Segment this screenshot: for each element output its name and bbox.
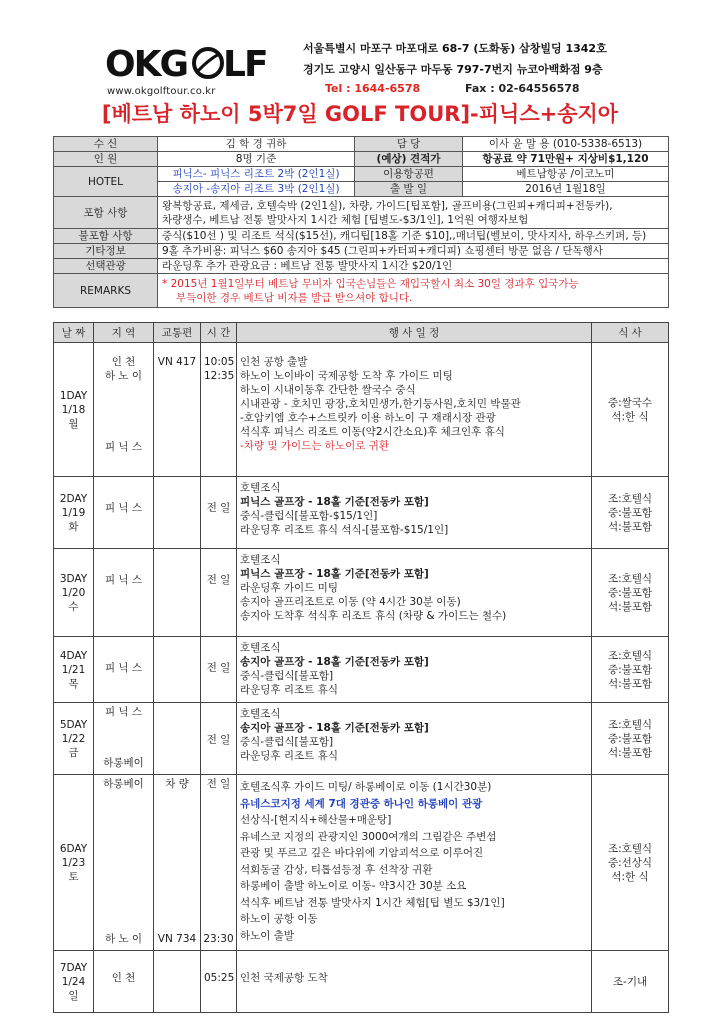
activity-line: 호텔조식후 가이드 미팅/ 하롱베이로 이동 (1시간30분)	[240, 781, 492, 793]
quote-info-table	[53, 136, 669, 308]
meal-value: 석:한 식	[611, 870, 649, 883]
meal-value: 조:호텔식	[607, 492, 653, 505]
meal-value: 조-기내	[612, 975, 648, 988]
meal-value: 중:불포함	[607, 663, 653, 676]
day-date-line: 화	[68, 520, 79, 533]
day-time-cell	[201, 951, 237, 1013]
day-transport-cell	[154, 549, 201, 637]
meal-value: 석:불포함	[607, 746, 653, 759]
time-values	[204, 343, 233, 383]
region-name: 피 닉 스	[104, 662, 143, 674]
time-values	[204, 637, 233, 675]
region-top	[97, 951, 150, 985]
time-value: 전 일	[206, 734, 231, 746]
day-transport-cell	[154, 343, 201, 477]
col-date: 날 짜	[54, 323, 94, 343]
day-date-line: 1/23	[61, 856, 86, 869]
region-bottom	[94, 756, 153, 770]
time-value: 12:35	[204, 370, 235, 382]
activity-line: 라운딩후 리조트 휴식	[240, 750, 338, 762]
activity-list	[240, 775, 588, 944]
activity-list	[240, 549, 588, 623]
activity-line: 송지아 골프리조트로 이동 (약 4시간 30분 이동)	[240, 596, 461, 608]
col-activities: 행 사 일 정	[237, 323, 592, 343]
day-date-line: 월	[68, 417, 79, 430]
activity-list	[240, 703, 588, 763]
day-meals-cell	[592, 775, 669, 951]
departure-value: 2016년 1월18일	[463, 182, 669, 197]
transport-value	[157, 951, 197, 953]
activity-line: 인천 공항 출발	[240, 356, 308, 368]
activity-line: 시내관광 - 호치민 광장,호치민생가,한기둥사원,호치민 박물관	[240, 398, 521, 410]
website-url[interactable]: www.okgolftour.co.kr	[107, 86, 216, 97]
region-top	[97, 637, 150, 675]
meal-value: 석:불포함	[607, 600, 653, 613]
region-name: 하 노 이	[104, 370, 143, 382]
address-goyang: 경기도 고양시 일산동구 마두동 797-7번지 뉴코아백화점 9층	[303, 63, 603, 76]
activity-line: -호암키엠 호수+스트릿카 이용 하노이 구 재래시장 관광	[240, 412, 496, 424]
activity-line: 중식-클럽식[불포함]	[240, 736, 334, 748]
activity-line: 라운딩후 리조트 휴식	[240, 684, 338, 696]
transport-value	[157, 703, 197, 705]
transport-bottom: VN 734	[157, 933, 197, 945]
time-value: 전 일	[206, 778, 231, 790]
day-transport-cell	[154, 775, 201, 951]
day-meals-cell	[592, 477, 669, 549]
day-region-cell	[94, 637, 154, 703]
activity-line: 송지아 도착후 석식후 리조트 휴식 (차량 & 가이드는 철수)	[240, 610, 507, 622]
region-top	[97, 775, 150, 791]
day-activities-cell	[237, 951, 592, 1013]
people-value: 8명 기준	[158, 152, 355, 167]
meal-value: 석:불포함	[607, 677, 653, 690]
day-date-line: 1DAY	[59, 389, 88, 402]
itinerary-table	[53, 322, 669, 1013]
manager-label: 담 당	[355, 137, 463, 152]
meal-value: 석:불포함	[607, 520, 653, 533]
day-date-line: 금	[68, 746, 79, 759]
transport-value: 차 량	[165, 778, 189, 790]
day-date-cell	[54, 549, 94, 637]
activity-line: 하노이 시내이동후 간단한 쌀국수 중식	[240, 384, 416, 396]
day-meals-cell	[592, 951, 669, 1013]
day-region-cell	[94, 951, 154, 1013]
meal-value: 중:불포함	[607, 506, 653, 519]
activity-line: 인천 국제공항 도착	[240, 972, 328, 984]
manager-value: 이사 윤 말 용 (010-5338-6513)	[463, 137, 669, 152]
day-date-line: 목	[68, 677, 79, 690]
itinerary-row-day-4	[54, 637, 669, 703]
other-label: 기타정보	[54, 244, 158, 259]
day-date-cell	[54, 951, 94, 1013]
day-region-cell	[94, 477, 154, 549]
time-value: 전 일	[206, 574, 231, 586]
time-value: 05:25	[204, 972, 235, 984]
time-values	[204, 549, 233, 587]
day-meals-cell	[592, 637, 669, 703]
activity-line: 호텔조식	[240, 554, 281, 566]
region-bottom	[94, 440, 153, 454]
region-bottom	[94, 932, 153, 946]
activity-line: 선상식-[현지식+해산물+매운탕]	[240, 814, 392, 826]
transport-value	[157, 549, 197, 551]
day-time-cell	[201, 477, 237, 549]
meal-value: 석:한 식	[611, 410, 649, 423]
airline-value: 베트남항공 /이코노미	[463, 167, 669, 182]
meal-value: 조:호텔식	[607, 649, 653, 662]
itinerary-body	[54, 343, 669, 1013]
company-header	[105, 34, 660, 98]
day-activities-cell	[237, 549, 592, 637]
recipient-value: 김 학 경 귀하	[158, 137, 355, 152]
day-date-cell	[54, 637, 94, 703]
transport-value	[157, 637, 197, 639]
time-values	[204, 775, 233, 791]
activity-line: 피닉스 골프장 - 18홀 기준[전동카 포함]	[240, 496, 429, 508]
activity-list	[240, 477, 588, 537]
activity-line: 호텔조식	[240, 642, 281, 654]
remarks-line-1: * 2015년 1월1일부터 베트남 무비자 입국손님들은 재입국할시 최소 30일 경과후 입국가능	[162, 277, 579, 290]
day-activities-cell	[237, 477, 592, 549]
activity-line: 피닉스 골프장 - 18홀 기준[전동카 포함]	[240, 568, 429, 580]
day-date-line: 1/21	[61, 663, 86, 676]
itinerary-row-day-7	[54, 951, 669, 1013]
day-region-cell	[94, 775, 154, 951]
address-seoul: 서울특별시 마포구 마포대로 68-7 (도화동) 삼창빌딩 1342호	[303, 42, 607, 55]
activity-line: -차량 및 가이드는 하노이로 귀환	[240, 440, 389, 452]
day-meals-cell	[592, 549, 669, 637]
activity-line: 유네스코 지정의 관광지인 3000여개의 그림같은 주변섬	[240, 830, 497, 843]
day-time-cell	[201, 637, 237, 703]
day-region-cell	[94, 549, 154, 637]
day-transport-cell	[154, 703, 201, 775]
day-transport-cell	[154, 637, 201, 703]
activity-list	[240, 343, 588, 453]
airline-label: 이용항공편	[355, 167, 463, 182]
region-name: 피 닉 스	[104, 574, 143, 586]
itinerary-row-day-5	[54, 703, 669, 775]
hotel-songgia: 송지아 -송지아 리조트 3박 (2인1실)	[158, 182, 355, 197]
itinerary-row-day-3	[54, 549, 669, 637]
activity-line: 라운딩후 리조트 휴식 석식-[불포함-$15/1인]	[240, 524, 449, 536]
time-values	[204, 951, 233, 985]
activity-line: 석식후 피닉스 리조트 이동(약2시간소요)후 체크인후 휴식	[240, 426, 505, 438]
region-name: 하롱베이	[103, 757, 144, 769]
region-name: 피 닉 스	[104, 706, 143, 718]
day-date-line: 토	[68, 870, 79, 883]
col-time: 시 간	[201, 323, 237, 343]
day-activities-cell	[237, 775, 592, 951]
included-value	[158, 197, 669, 229]
day-date-cell	[54, 343, 94, 477]
activity-list	[240, 637, 588, 697]
excluded-label: 불포함 사항	[54, 229, 158, 244]
day-date-line: 일	[68, 989, 79, 1002]
day-activities-cell	[237, 343, 592, 477]
day-time-cell	[201, 703, 237, 775]
region-name: 피 닉 스	[104, 441, 143, 453]
day-time-cell	[201, 775, 237, 951]
svg-text:OKG: OKG	[105, 44, 188, 84]
region-name: 하롱베이	[103, 778, 144, 790]
transport-value: VN 417	[157, 356, 197, 368]
day-meals-cell	[592, 343, 669, 477]
activity-line: 유네스코지정 세계 7대 경관중 하나인 하롱베이 관광	[240, 797, 483, 810]
day-date-line: 1/20	[61, 586, 86, 599]
hotel-phoenix: 피닉스- 피닉스 리조트 2박 (2인1실)	[158, 167, 355, 182]
day-time-cell	[201, 343, 237, 477]
day-date-line: 2DAY	[59, 492, 88, 505]
time-values	[204, 477, 233, 515]
meal-value: 중:쌀국수	[607, 396, 653, 409]
region-top	[97, 343, 150, 383]
region-name: 인 천	[111, 972, 136, 984]
optional-value: 라운딩후 추가 관광요금 : 베트남 전통 발맛사지 1시간 $20/1인	[158, 259, 669, 274]
time-value: 전 일	[206, 662, 231, 674]
day-date-line: 1/18	[61, 403, 86, 416]
day-date-line: 7DAY	[59, 961, 88, 974]
activity-line: 호텔조식	[240, 708, 281, 720]
day-date-line: 5DAY	[59, 718, 88, 731]
col-transport: 교통편	[154, 323, 201, 343]
activity-list	[240, 951, 588, 985]
activity-line: 송지아 골프장 - 18홀 기준[전동카 포함]	[240, 722, 429, 734]
meal-value: 조:호텔식	[607, 718, 653, 731]
day-date-cell	[54, 775, 94, 951]
recipient-label: 수 신	[54, 137, 158, 152]
day-date-cell	[54, 477, 94, 549]
col-region: 지 역	[94, 323, 154, 343]
time-value: 전 일	[206, 502, 231, 514]
day-meals-cell	[592, 703, 669, 775]
itinerary-row-day-2	[54, 477, 669, 549]
time-values	[204, 703, 233, 747]
activity-line: 하노이 공항 이동	[240, 913, 318, 925]
remarks-value	[158, 274, 669, 308]
included-label: 포함 사항	[54, 197, 158, 229]
meal-value: 조:호텔식	[607, 842, 653, 855]
activity-line: 라운딩후 가이드 미팅	[240, 582, 338, 594]
itinerary-row-day-6	[54, 775, 669, 951]
fax-number: Fax : 02-64556578	[465, 82, 580, 95]
hotel-label: HOTEL	[54, 167, 158, 197]
included-line-1: 왕복항공료, 제세금, 호텔숙박 (2인1실), 차량, 가이드[팁포함], 골프비용(그린피+캐디피+전동카),	[162, 199, 613, 212]
day-activities-cell	[237, 703, 592, 775]
time-value: 10:05	[204, 356, 235, 368]
activity-line: 호텔조식	[240, 482, 281, 494]
meal-value: 중:선상식	[607, 856, 653, 869]
meal-value: 중:불포함	[607, 732, 653, 745]
col-meals: 식 사	[592, 323, 669, 343]
optional-label: 선택관광	[54, 259, 158, 274]
day-transport-cell	[154, 477, 201, 549]
activity-line: 하롱베이 출발 하노이로 이동- 약3시간 30분 소요	[240, 880, 467, 892]
excluded-value: 중식($10선 ) 및 리조트 석식($15선), 캐디팁[18홀 기준 $10],,매너팁(벨보이, 맛사지사, 하우스키퍼, 등)	[158, 229, 669, 244]
remarks-label: REMARKS	[54, 274, 158, 308]
region-name: 인 천	[111, 356, 136, 368]
day-region-cell	[94, 343, 154, 477]
day-transport-cell	[154, 951, 201, 1013]
day-date-cell	[54, 703, 94, 775]
estimate-value: 항공료 약 71만원+ 지상비$1,120	[463, 152, 669, 167]
activity-line: 하노이 출발	[240, 929, 295, 942]
activity-line: 관광 및 푸르고 깊은 바다위에 기암괴석으로 이루어진	[240, 847, 484, 859]
region-name: 하 노 이	[104, 933, 143, 945]
region-top	[97, 703, 150, 719]
region-name: 피 닉 스	[104, 502, 143, 514]
activity-line: 석회동굴 감상, 티톱섬등정 후 선착장 귀환	[240, 863, 433, 876]
day-date-line: 1/19	[61, 506, 86, 519]
svg-text:LF: LF	[223, 44, 267, 84]
activity-line: 하노이 노이바이 국제공항 도착 후 가이드 미팅	[240, 370, 453, 382]
itinerary-row-day-1	[54, 343, 669, 477]
day-date-line: 1/22	[61, 732, 86, 745]
day-region-cell	[94, 703, 154, 775]
meal-value: 중:불포함	[607, 586, 653, 599]
time-bottom: 23:30	[203, 933, 234, 945]
activity-line: 석식후 베트남 전통 발맛사지 1시간 체험[팁 별도 $3/1인]	[240, 896, 505, 909]
estimate-label: (예상) 견적가	[355, 152, 463, 167]
page-title: [베트남 하노이 5박7일 GOLF TOUR]-피닉스+송지아	[101, 102, 619, 126]
included-line-2: 차량생수, 베트남 전통 발맛사지 1시간 체험 [팁별도-$3/1인], 1억원 여행자보험	[162, 213, 529, 226]
tel-number: Tel : 1644-6578	[325, 82, 421, 95]
remarks-line-2: 부득이한 경우 베트남 비자를 발급 받으셔야 합니다.	[176, 291, 413, 304]
day-date-line: 1/24	[61, 975, 86, 988]
other-value: 9홀 추가비용: 피닉스 $60 송지아 $45 (그린피+카터피+캐디피) 쇼핑센터 방문 없음 / 단독행사	[158, 244, 669, 259]
day-date-line: 수	[68, 600, 79, 613]
day-activities-cell	[237, 637, 592, 703]
departure-label: 출 발 일	[355, 182, 463, 197]
meal-value: 조:호텔식	[607, 572, 653, 585]
day-date-line: 3DAY	[59, 572, 88, 585]
people-label: 인 원	[54, 152, 158, 167]
activity-line: 송지아 골프장 - 18홀 기준[전동카 포함]	[240, 656, 429, 668]
itinerary-header-row	[54, 323, 669, 343]
day-date-line: 6DAY	[59, 842, 88, 855]
day-date-line: 4DAY	[59, 649, 88, 662]
region-top	[97, 549, 150, 587]
activity-line: 중식-클럽식[불포함]	[240, 670, 334, 682]
okgolf-logo	[105, 42, 283, 84]
activity-line: 중식-클럽식[불포함-$15/1인]	[240, 510, 378, 522]
transport-value	[157, 477, 197, 479]
region-top	[97, 477, 150, 515]
day-time-cell	[201, 549, 237, 637]
